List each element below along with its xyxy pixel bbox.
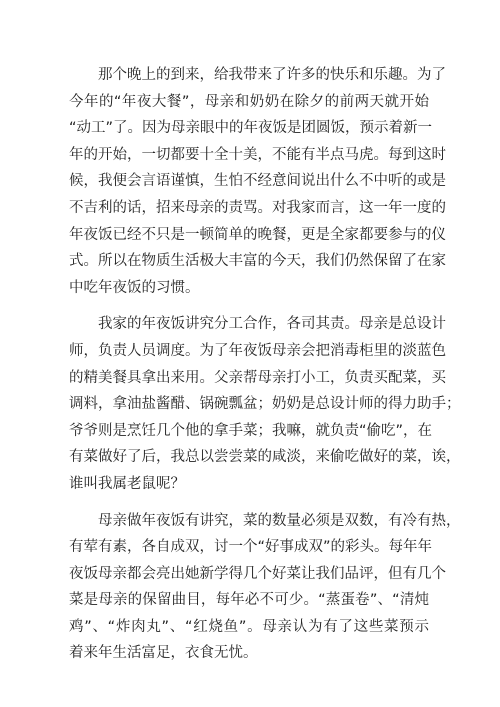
text-line: 着来年生活富足，衣食无忧。 [69, 645, 258, 662]
paragraph-dishes [69, 508, 461, 668]
text-line: 的精美餐具拿出来用。父亲帮母亲打小工，负责买配菜，买 [69, 369, 446, 386]
text-line: 师，负责人员调度。为了年夜饭母亲会把消毒柜里的淡蓝色 [69, 342, 446, 359]
text-line: 我家的年夜饭讲究分工合作，各司其责。母亲是总设计 [98, 316, 446, 333]
paragraph-spacer [69, 301, 429, 311]
text-line: 有荤有素，各自成双，讨一个“好事成双”的彩头。每年年 [69, 539, 433, 556]
text-line: 母亲做年夜饭有讲究，菜的数量必须是双数，有冷有热， [98, 512, 461, 529]
text-line: “动工”了。因为母亲眼中的年夜饭是团圆饭，预示着新一 [69, 120, 433, 137]
text-line: 年的开始，一切都要十全十美，不能有半点马虎。每到这时 [69, 146, 446, 163]
text-line: 候，我便会言语谨慎，生怕不经意间说出什么不中听的或是 [69, 173, 446, 190]
text-line: 不吉利的话，招来母亲的责骂。对我家而言，这一年一度的 [69, 199, 446, 216]
text-line: 那个晚上的到来，给我带来了许多的快乐和乐趣。为了 [98, 67, 446, 83]
text-line: 菜是母亲的保留曲目，每年必不可少。“蒸蛋卷”、“清炖 [69, 592, 429, 609]
paragraph-division-of-labor [69, 311, 461, 497]
text-line: 谁叫我属老鼠呢？ [69, 475, 185, 492]
paragraph-new-year-eve-dinner [69, 62, 446, 301]
paragraph-spacer [69, 498, 429, 508]
text-line: 爷爷则是烹饪几个他的拿手菜；我嘛，就负责“偷吃”，在 [69, 422, 433, 439]
text-line: 年夜饭已经不只是一顿简单的晚餐，更是全家都要参与的仪 [69, 226, 446, 243]
text-line: 有菜做好了后，我总以尝尝菜的咸淡，来偷吃做好的菜，诶， [69, 449, 461, 466]
text-line: 中吃年夜饭的习惯。 [69, 279, 200, 296]
text-line: 今年的“年夜大餐”，母亲和奶奶在除夕的前两天就开始 [69, 93, 429, 110]
text-line: 调料，拿油盐酱醋、锅碗瓢盆；奶奶是总设计师的得力助手； [69, 396, 461, 413]
text-line: 夜饭母亲都会亮出她新学得几个好菜让我们品评，但有几个 [69, 565, 446, 582]
text-line: 鸡”、“炸肉丸”、“红烧鱼”。母亲认为有了这些菜预示 [69, 618, 429, 635]
text-line: 式。所以在物质生活极大丰富的今天，我们仍然保留了在家 [69, 253, 446, 270]
body-text [69, 62, 461, 667]
